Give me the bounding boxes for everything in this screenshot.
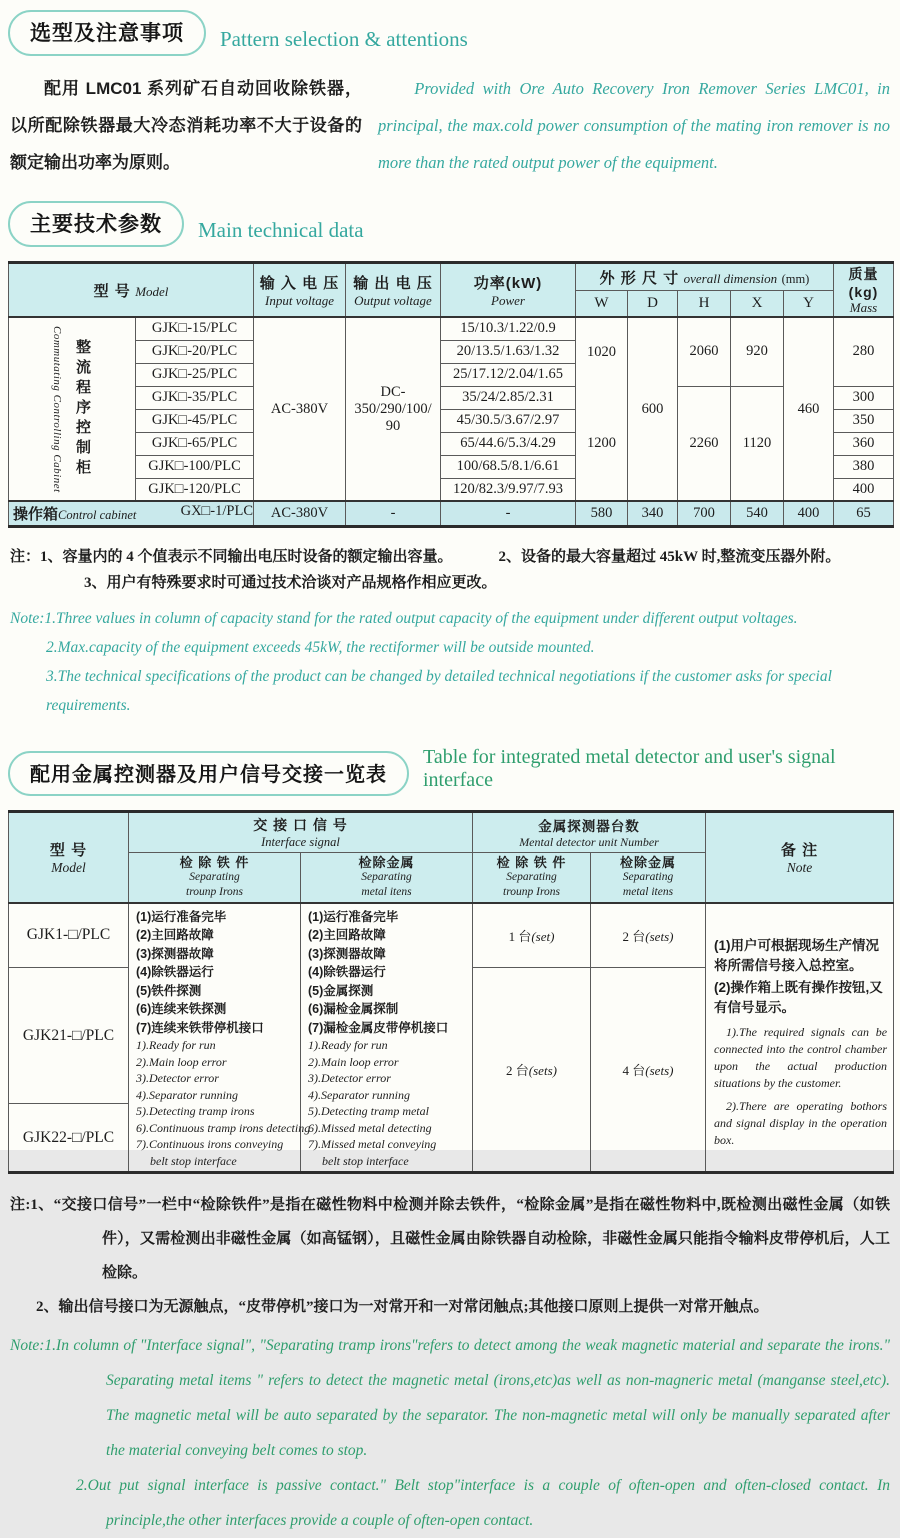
t1-header-y: Y: [784, 291, 834, 317]
signal-item-en: 1).Ready for run: [308, 1038, 388, 1052]
t2-metal-signals-cell: [301, 903, 473, 1173]
intro-paragraph-zh: 配用 LMC01 系列矿石自动回收除铁器，以所配除铁器最大冷态消耗功率不大于设备的额定输出功率为原则。: [10, 79, 362, 172]
signal-item: (7)连续来铁带停机接口: [136, 1020, 264, 1035]
main-technical-data-table: [8, 261, 894, 528]
t1-header-dim-en: overall dimension: [683, 270, 778, 286]
signal-item: (2)主回路故障: [308, 928, 386, 942]
t2-header-row1: [9, 811, 894, 852]
section2-badge: 主要技术参数: [8, 201, 184, 247]
t2-unit-cell: [473, 968, 591, 1173]
t1-header-x: X: [731, 291, 784, 317]
t2-iron-signals-cell: [129, 903, 311, 1173]
notes-table1: [10, 544, 890, 720]
t1-group-label-en: Commutating Controlling Cabinet: [51, 325, 63, 493]
t1-model-cell: GJK□-20/PLC: [136, 340, 254, 363]
unit-count: 1 台: [508, 928, 532, 944]
t2-model-cell: GJK1-□/PLC: [9, 903, 129, 968]
t1-header-model-zh: 型 号: [93, 282, 131, 300]
signal-item: (6)漏检金属探制: [308, 1002, 399, 1016]
signal-item-en: 7).Continuous irons conveying: [136, 1137, 284, 1151]
t1-header-dim-zh: 外 形 尺 寸: [599, 269, 680, 287]
t2-model-cell: GJK22-□/PLC: [9, 1104, 129, 1173]
t2-header-model-en: Model: [51, 859, 86, 875]
note2-en-2: 2.Out put signal interface is passive contact." Belt stop"interface is a couple of often-open and often-closed contact. In principle,the other interfaces provide a couple of often-open contact.: [76, 1477, 890, 1529]
signal-item-en: 7).Missed metal conveying: [308, 1137, 437, 1151]
t2-header-model-zh: 型 号: [49, 841, 88, 859]
t1-cell: AC-380V: [254, 501, 346, 526]
t1-header-output-voltage: [346, 263, 441, 318]
signal-item-en: 3).Detector error: [136, 1071, 219, 1085]
t1-header-output-zh: 输 出 电 压: [353, 274, 433, 292]
t2-header-detector-number: [473, 811, 706, 852]
t2-header-interface-en: Interface signal: [261, 834, 340, 849]
t1-mass-cell: 400: [834, 478, 894, 501]
t1-cell: 340: [628, 501, 678, 526]
signal-item-en: 6).Continuous tramp irons detecting: [136, 1120, 311, 1135]
t1-model-cell: GJK□-35/PLC: [136, 386, 254, 409]
signal-item-en: 5).Detecting tramp irons: [136, 1104, 255, 1118]
t1-power-cell: 45/30.5/3.67/2.97: [441, 409, 576, 432]
t1-header-h: H: [678, 291, 731, 317]
t1-cell: 400: [784, 501, 834, 526]
section1-header: [8, 10, 892, 56]
t1-power-cell: 35/24/2.85/2.31: [441, 386, 576, 409]
t2-sig-iron-en1: Separating: [189, 870, 240, 883]
t1-x-bottom-cell: 1120: [731, 386, 784, 501]
t2-header-sig-iron: [129, 852, 301, 903]
note2-zh-1: 注:1、“交接口信号”一栏中“检除铁件”是指在磁性物料中检测并除去铁件，“检除金属”是指在磁性物料中,既检测出磁性金属（如铁件），又需检测出非磁性金属（如高锰钢），且磁性金属由除铁器自动检除，非磁性金属只能指令输料皮带停机后，人工检除。: [10, 1197, 890, 1281]
t1-header-input-zh: 输 入 电 压: [259, 274, 340, 292]
t2-sig-metal-en1: Separating: [361, 870, 412, 883]
t1-power-cell: 20/13.5/1.63/1.32: [441, 340, 576, 363]
signal-item-en: 4).Separator running: [308, 1087, 410, 1102]
t1-header-power: [441, 263, 576, 318]
t1-w-bottom-cell: 1200: [576, 386, 628, 501]
t1-power-cell: 25/17.12/2.04/1.65: [441, 363, 576, 386]
unit-label: (sets): [645, 1063, 674, 1078]
t2-note-en1: 1).The required signals can be connected into the control chamber upon the actual production situations by the customer.: [714, 1024, 888, 1090]
signal-item-en: belt stop interface: [322, 1153, 409, 1168]
signal-item: (6)连续来铁探测: [136, 1002, 227, 1016]
t1-header-dimensions: [576, 263, 834, 291]
t2-header-note-zh: 备 注: [780, 841, 819, 859]
signal-item-en: 3).Detector error: [308, 1071, 391, 1085]
t1-row: [9, 317, 894, 340]
t1-control-cabinet-row: [9, 501, 894, 526]
t2-note-cell: [706, 903, 894, 1173]
t1-cabinet-label-en: Control cabinet: [58, 507, 137, 522]
t1-cell: 580: [576, 501, 628, 526]
signal-item: (4)除铁器运行: [136, 965, 214, 979]
t1-h-bottom-cell: 2260: [678, 386, 731, 501]
t2-row-gjk1: [9, 903, 894, 968]
note-zh-1: 注：1、容量内的 4 个值表示不同输出电压时设备的额定输出容量。: [10, 548, 453, 565]
t1-dc-line: 350/290/100/: [354, 400, 432, 417]
section3-badge: 配用金属控测器及用户信号交接一览表: [8, 751, 409, 796]
t1-mass-cell: 380: [834, 455, 894, 478]
t1-input-voltage-cell: AC-380V: [254, 317, 346, 501]
section2-header: [8, 201, 892, 247]
t1-power-cell: 65/44.6/5.3/4.29: [441, 432, 576, 455]
t2-header-note-en: Note: [786, 859, 813, 875]
section1-title-en: Pattern selection & attentions: [220, 27, 468, 51]
t2-sig-metal-zh: 检除金属: [358, 854, 415, 870]
t2-unit-cell: [591, 968, 706, 1173]
note-en-1: Note:1.Three values in column of capacity stand for the rated output capacity of the equipment under different output voltages.: [10, 609, 798, 627]
signal-item-en: 4).Separator running: [136, 1087, 238, 1102]
t1-model-cell: GJK□-25/PLC: [136, 363, 254, 386]
t1-model-cell: GJK□-65/PLC: [136, 432, 254, 455]
t2-sig-iron-zh: 检 除 铁 件: [179, 854, 250, 870]
signal-item: (4)除铁器运行: [308, 965, 386, 979]
t1-group-label-zh: 整流程序控制柜: [74, 339, 91, 479]
t2-model-cell: GJK21-□/PLC: [9, 968, 129, 1104]
t1-header-mass-zh: 质量(kg): [848, 266, 879, 300]
t1-model-cell: GJK□-100/PLC: [136, 455, 254, 478]
signal-item-en: 1).Ready for run: [136, 1038, 216, 1052]
t1-cabinet-model: GX□-1/PLC: [180, 502, 253, 519]
t1-header-model: [9, 263, 254, 318]
t2-unit-cell: [473, 903, 591, 968]
t1-h-top-cell: 2060: [678, 317, 731, 386]
t2-unit-metal-zh: 检除金属: [620, 854, 677, 870]
intro-paragraph-en: Provided with Ore Auto Recovery Iron Remover Series LMC01, in principal, the max.cold power consumption of the mating iron remover is no more than the rated output power of the equipment.: [378, 79, 890, 172]
note2-en-1: Note:1.In column of "Interface signal", "Separating tramp irons"refers to detect among the weak magnetic material and separate the irons." Separating metal items " refers to detect the magnetic metal (irons,etc)as well as non-magneric metal (manganse steel,etc). The magnetic metal will be auto separated by the separator. The non-magnetic metal will only be manually separated after the material conveying belt comes to stop.: [10, 1337, 890, 1459]
t1-header-d: D: [628, 291, 678, 317]
t1-cell: -: [346, 501, 441, 526]
t2-header-detector-zh: 金属探测器台数: [538, 818, 640, 834]
t1-w-top-cell: 1020: [576, 317, 628, 386]
signal-item: (3)探测器故障: [308, 946, 386, 961]
section3-title-en: Table for integrated metal detector and user's signal interface: [423, 745, 836, 791]
t2-header-sig-metal: [301, 852, 473, 903]
t1-mass-top-cell: 280: [834, 317, 894, 386]
t1-header-model-en: Model: [135, 283, 169, 299]
t1-header-power-en: Power: [491, 292, 525, 308]
signal-item: (7)漏检金属皮带停机接口: [308, 1020, 449, 1035]
t1-power-cell: 15/10.3/1.22/0.9: [441, 317, 576, 340]
unit-count: 2 台: [622, 928, 646, 944]
section1-badge: 选型及注意事项: [8, 10, 206, 56]
t1-header-row1: [9, 263, 894, 291]
t1-model-cell: GJK□-120/PLC: [136, 478, 254, 501]
t1-cell: 65: [834, 501, 894, 526]
t2-sig-metal-en2: metal itens: [361, 885, 412, 898]
t1-cabinet-label-zh: 操作箱: [13, 505, 59, 523]
signal-item-en: 2).Main loop error: [136, 1054, 227, 1069]
t1-cell: 700: [678, 501, 731, 526]
t1-dc-line: 90: [385, 417, 401, 434]
note-en-3: 3.The technical specifications of the product can be changed by detailed technical negotiations if the customer asks for special requirements.: [46, 667, 832, 714]
signal-item-en: 5).Detecting tramp metal: [308, 1104, 429, 1118]
t1-power-cell: 120/82.3/9.97/7.93: [441, 478, 576, 501]
note2-zh-2: 2、输出信号接口为无源触点，“皮带停机”接口为一对常开和一对常闭触点;其他接口原则上提供一对常开触点。: [36, 1299, 769, 1315]
t2-header-unit-metal: [591, 852, 706, 903]
t1-header-w: W: [576, 291, 628, 317]
t1-power-cell: 100/68.5/8.1/6.61: [441, 455, 576, 478]
t1-cell: 540: [731, 501, 784, 526]
unit-count: 4 台: [622, 1063, 646, 1078]
t1-header-input-en: Input voltage: [265, 292, 334, 308]
t2-unit-iron-zh: 检 除 铁 件: [496, 854, 567, 870]
t1-model-cell: GJK□-15/PLC: [136, 317, 254, 340]
t2-header-model: [9, 811, 129, 903]
t2-header-note: [706, 811, 894, 903]
t1-mass-cell: 300: [834, 386, 894, 409]
signal-item-en: belt stop interface: [150, 1153, 237, 1168]
t2-unit-cell: [591, 903, 706, 968]
t1-header-mass-en: Mass: [849, 300, 878, 315]
t2-unit-iron-en2: trounp Irons: [503, 885, 560, 898]
signal-item: (1)运行准备完毕: [308, 909, 399, 924]
section3-header: [8, 746, 892, 796]
t1-cell: -: [441, 501, 576, 526]
t2-header-detector-en: Mental detector unit Number: [519, 834, 659, 849]
signal-item-en: 6).Missed metal detecting: [308, 1120, 432, 1135]
t1-header-input-voltage: [254, 263, 346, 318]
unit-label: (sets): [645, 928, 674, 944]
note-zh-3: 3、用户有特殊要求时可通过技术洽谈对产品规格作相应更改。: [84, 574, 497, 591]
note-zh-line1: [10, 544, 890, 570]
t1-header-output-en: Output voltage: [354, 292, 432, 308]
t2-sig-iron-en2: trounp Irons: [186, 885, 243, 898]
t2-note-en2: 2).There are operating bothors and signal display in the operation box.: [714, 1098, 888, 1147]
signal-item: (3)探测器故障: [136, 946, 214, 961]
signal-item-en: 2).Main loop error: [308, 1054, 399, 1069]
t1-header-power-zh: 功率(kW): [473, 274, 543, 292]
signal-item: (1)运行准备完毕: [136, 909, 227, 924]
t2-note-zh2: (2)操作箱上既有操作按钮,又有信号显示。: [714, 979, 883, 1015]
signal-item: (5)金属探测: [308, 983, 374, 998]
t1-group-cell: [9, 317, 136, 501]
t1-output-voltage-cell: [346, 317, 441, 501]
unit-label: (sets): [528, 1063, 557, 1078]
t2-note-zh1: (1)用户可根据现场生产情况将所需信号接入总控室。: [714, 937, 880, 973]
signal-item: (2)主回路故障: [136, 928, 214, 942]
t2-header-unit-iron: [473, 852, 591, 903]
t2-unit-metal-en1: Separating: [622, 870, 674, 883]
unit-label: (set): [531, 928, 555, 944]
notes-table2: [10, 1188, 890, 1538]
t1-cabinet-label-cell: [9, 501, 254, 526]
t2-header-interface-signal: [129, 811, 473, 852]
note-en-2: 2.Max.capacity of the equipment exceeds 45kW, the rectiformer will be outside mounted.: [46, 638, 595, 656]
t2-unit-metal-en2: metal itens: [622, 885, 674, 898]
t1-y-cell: 460: [784, 317, 834, 501]
t1-mass-cell: 360: [834, 432, 894, 455]
t1-d-cell: 600: [628, 317, 678, 501]
unit-count: 2 台: [506, 1063, 529, 1078]
section2-title-en: Main technical data: [198, 218, 364, 242]
signal-item: (5)铁件探测: [136, 983, 202, 998]
t2-header-interface-zh: 交 接 口 信 号: [253, 816, 348, 833]
t1-row: [9, 386, 894, 409]
t1-dc-line: DC-: [380, 383, 406, 400]
t1-x-top-cell: 920: [731, 317, 784, 386]
t2-unit-iron-en1: Separating: [506, 870, 557, 883]
t1-model-cell: GJK□-45/PLC: [136, 409, 254, 432]
signal-interface-table: [8, 810, 894, 1175]
note-zh-2: 2、设备的最大容量超过 45kW 时,整流变压器外附。: [498, 548, 841, 565]
t1-header-dim-mm: (mm): [781, 271, 810, 286]
t1-header-mass: [834, 263, 894, 318]
section1-body: [10, 70, 890, 181]
t1-mass-cell: 350: [834, 409, 894, 432]
